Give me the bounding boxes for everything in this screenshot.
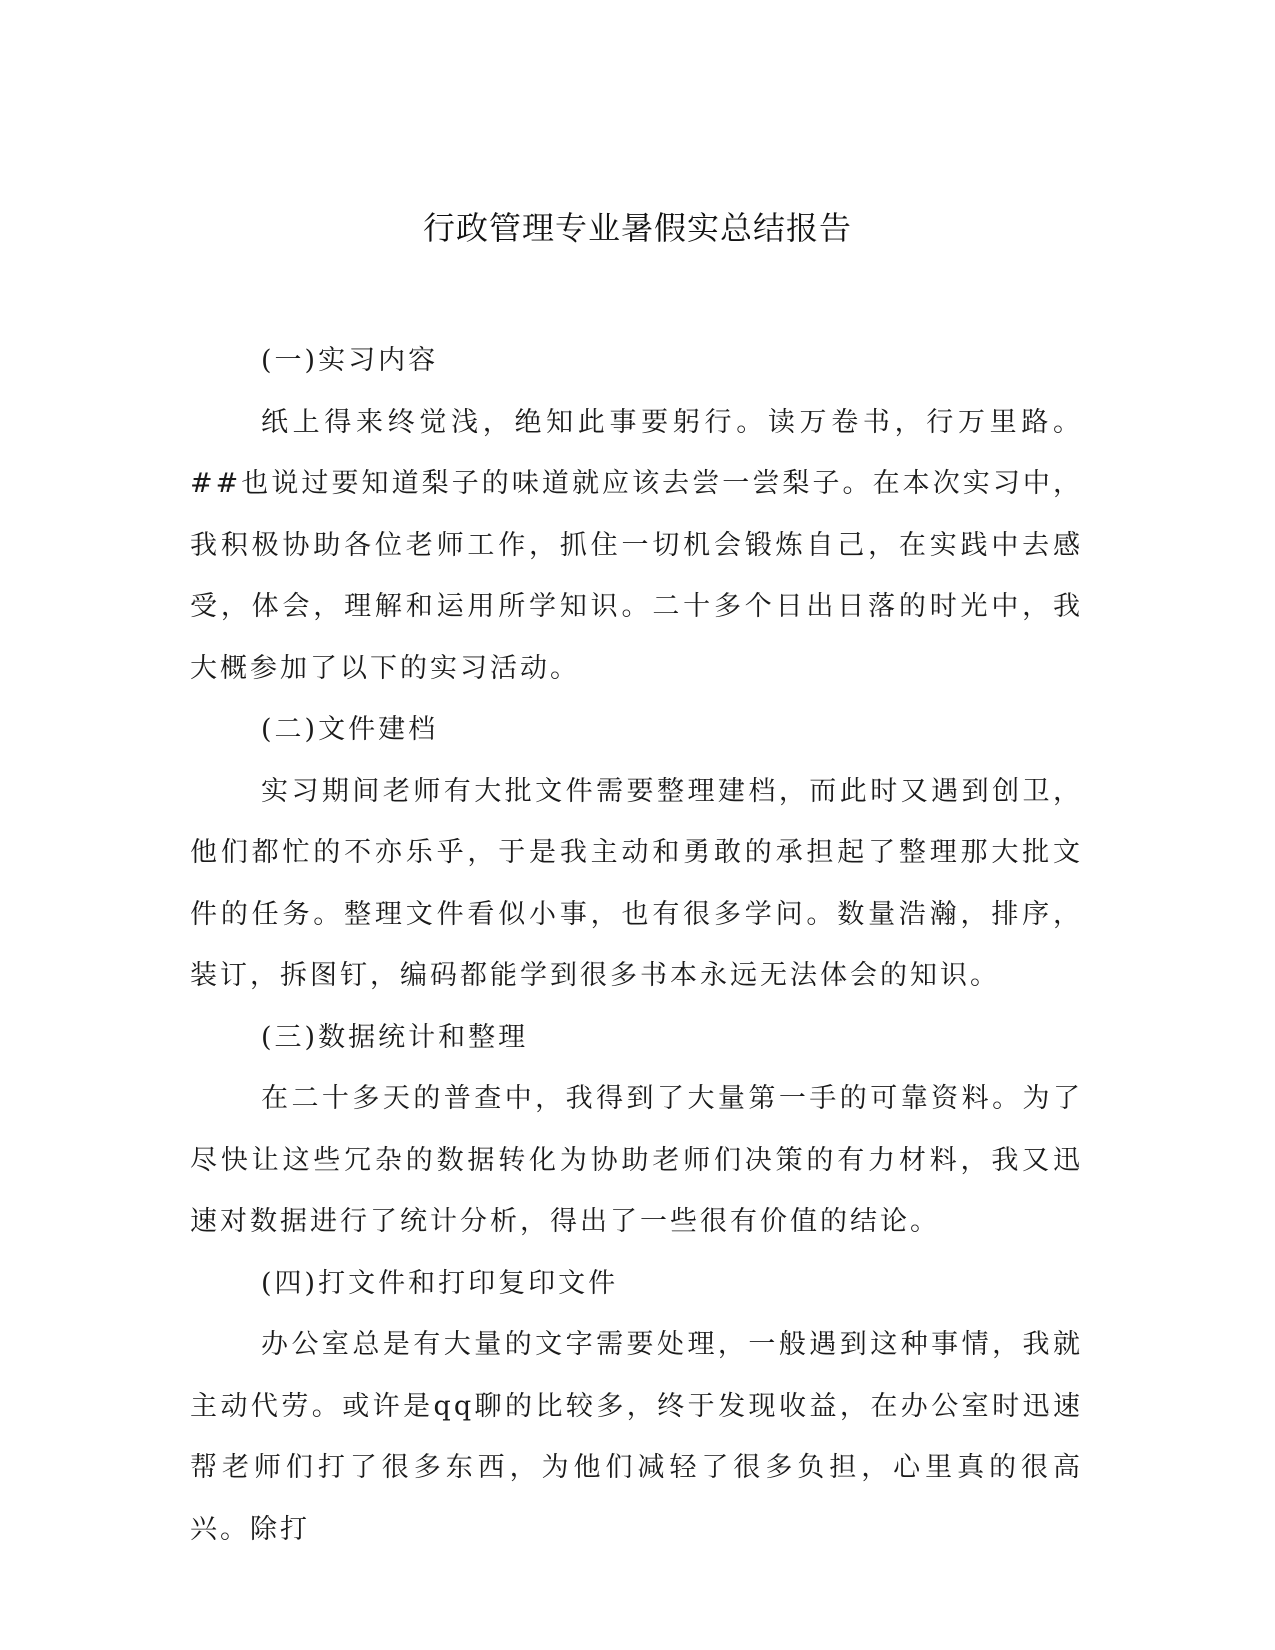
section-paragraph-typing-printing: 办公室总是有大量的文字需要处理，一般遇到这种事情，我就主动代劳。或许是qq聊的比较多，终于发现收益，在办公室时迅速帮老师们打了很多东西，为他们减轻了很多负担，心里真的很高兴。除打 (190, 1329, 1083, 1545)
section-heading-file-archiving: (二)文件建档 (261, 714, 439, 745)
section-paragraph-data-statistics: 在二十多天的普查中，我得到了大量第一手的可靠资料。为了尽快让这些冗杂的数据转化为协助老师们决策的有力材料，我又迅速对数据进行了统计分析，得出了一些很有价值的结论。 (190, 1083, 1083, 1237)
section-heading-internship-content: (一)实习内容 (261, 345, 439, 376)
section-heading-typing-printing: (四)打文件和打印复印文件 (261, 1267, 619, 1299)
document-title: 行政管理专业暑假实总结报告 (422, 209, 852, 247)
document-body (190, 330, 1083, 1560)
section-paragraph-internship-content: 纸上得来终觉浅，绝知此事要躬行。读万卷书，行万里路。##也说过要知道梨子的味道就应该去尝一尝梨子。在本次实习中，我积极协助各位老师工作，抓住一切机会锻炼自己，在实践中去感受，体会，理解和运用所学知识。二十多个日出日落的时光中，我大概参加了以下的实习活动。 (190, 406, 1083, 684)
section-heading-data-statistics: (三)数据统计和整理 (261, 1021, 529, 1053)
section-paragraph-file-archiving: 实习期间老师有大批文件需要整理建档，而此时又遇到创卫，他们都忙的不亦乐乎，于是我主动和勇敢的承担起了整理那大批文件的任务。整理文件看似小事，也有很多学问。数量浩瀚，排序，装订，拆图钉，编码都能学到很多书本永远无法体会的知识。 (190, 775, 1083, 991)
